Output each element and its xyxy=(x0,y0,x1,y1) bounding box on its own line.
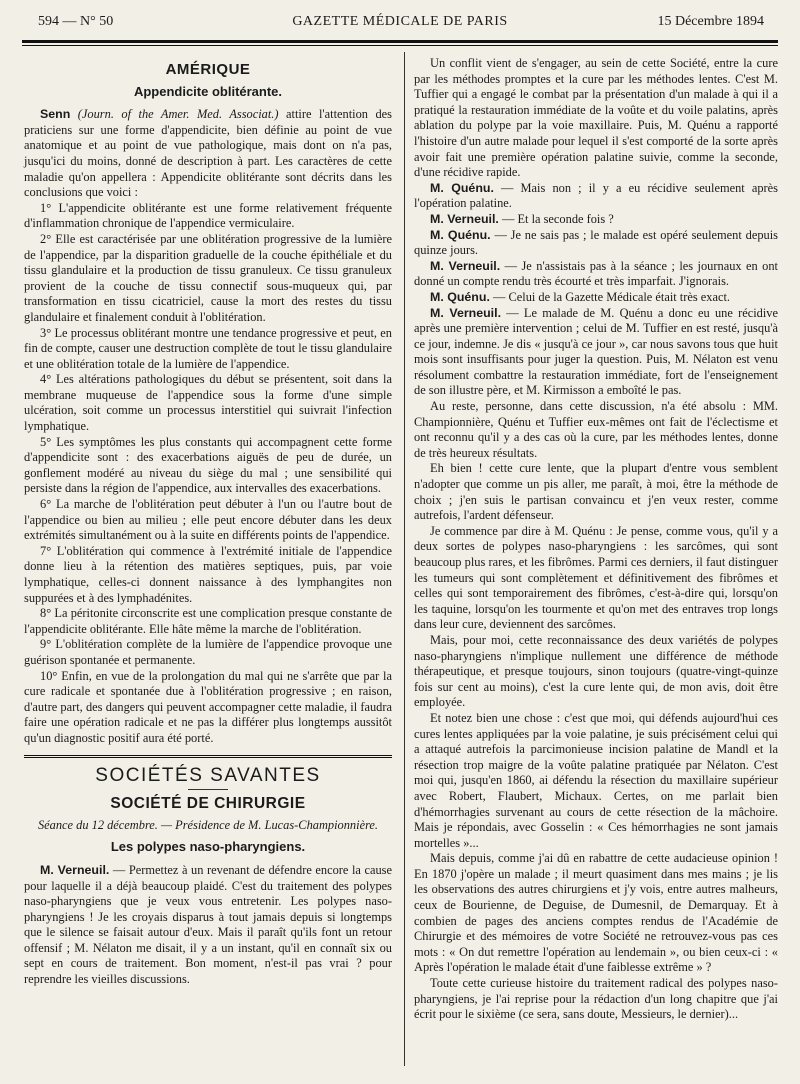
paragraph-varietes: Mais, pour moi, cette reconnaissance des deux variétés de polypes naso-pharyngiens n'implique nullement une différence de méthode thérapeutique, et presque toujours, sinon toujours (quatre-vingt-quinze fois sur cent au moins), c'est la cure lente qui, de mon avis, doit être employée. xyxy=(414,632,778,710)
journal-title: GAZETTE MÉDICALE DE PARIS xyxy=(292,14,508,29)
paragraph-sarcomes: Je commence par dire à M. Quénu : Je pense, comme vous, qu'il y a deux sortes de polypes naso-pharyngiens : les sarcômes, qui sont beaucoup plus rares, et les fibrômes. Parmi ces derniers, il faut distinguer les tumeurs qui sont complètement et définitivement des fibrômes et celles qui sont temporairement des fibrômes, c'est-à-dire qui, lorsqu'on les taquine, lorsqu'on les tourmente et qu'on met des entraves trop longs dans leur cure, deviennent des sarcômes. xyxy=(414,523,778,632)
speech-text: — Je n'assistais pas à la séance ; les journaux en ont donné un compte rendu très écourté et très imparfait. J'ignorais. xyxy=(414,258,778,289)
header-rule-thick xyxy=(22,40,778,43)
dialogue-line xyxy=(414,259,778,290)
speech-text: — Et la seconde fois ? xyxy=(501,211,614,226)
intro-text: attire l'attention des praticiens sur une forme d'appendicite, bien définie au point de vue anatomique et au point de vue pathologique, mais dont on n'a pas, jusqu'ici du moins, donné de description à part. Les caractères de cette maladie qu'on appellera : Appendicite oblitérante sont décrits dans les conclusions que voici : xyxy=(24,107,392,200)
page-number: 594 — N° 50 xyxy=(38,14,114,29)
speaker-name: M. Verneuil. xyxy=(430,305,502,320)
conclusion-7: 7° L'oblitération qui commence à l'extrémité initiale de l'appendice donne lieu à la rétention des matières septiques, puis, par voie lymphatique, celles-ci donnent naissance à des lymphangites non suppurées et à des lymphadénites. xyxy=(24,543,392,605)
speech-text: — Mais non ; il y a eu récidive seulement après l'opération palatine. xyxy=(414,180,778,211)
header-rule-thin xyxy=(22,45,778,46)
speech-text: — Je ne sais pas ; le malade est opéré seulement depuis quinze jours. xyxy=(414,227,778,258)
paragraph-histoire: Toute cette curieuse histoire du traitement radical des polypes naso-pharyngiens, je l'ai reprise pour la rédaction d'un long chapitre que j'ai écrit pour le sixième (ce sera, sans doute, Messieurs, le dernier)... xyxy=(414,976,778,1022)
section-title-amerique: AMÉRIQUE xyxy=(165,61,251,78)
dialogue-line xyxy=(414,181,778,212)
conclusion-2: 2° Elle est caractérisée par une oblitération progressive de la lumière de l'appendice, par la disparition graduelle de la couche épithéliale et du tissu glandulaire et la production de tissu granuleux. Ce tissu granuleux provient de la couche de tissu connectif sous-muqueux qui, par transformation en tissu cicatriciel, cause la mort des restes du tissu glandulaire et finalement conduit à l'oblitération. xyxy=(24,231,392,324)
conclusion-8: 8° La péritonite circonscrite est une complication presque constante de l'appendicite oblitérante. Elle hâte même la marche de l'oblitération. xyxy=(24,606,392,636)
society-title: SOCIÉTÉ DE CHIRURGIE xyxy=(110,795,306,813)
conclusion-4: 4° Les altérations pathologiques du début se présentent, soit dans la membrane muqueuse de l'appendice sous la forme d'une simple ulcération, soit comme un processus interstitiel qui suivrait l'infection lymphatique. xyxy=(24,372,392,434)
paragraph-eclectisme: Au reste, personne, dans cette discussion, n'a été absolu : MM. Championnière, Quénu et Tuffier eux-mêmes ont fait de l'éclectisme et ont reconnu qu'il y a des cas où la cure, par les méthodes lentes, donne de très heureux résultats. xyxy=(414,399,778,460)
speaker-name: M. Quénu. xyxy=(430,180,494,195)
topic-title: Les polypes naso-pharyngiens. xyxy=(110,839,306,855)
paragraph-voie-palatine: Et notez bien une chose : c'est que moi, qui défends aujourd'hui ces cures lentes appliquées par la voie palatine, je suis précisément celui qui a attaqué autrefois la parcimonieuse incision palatine de Mandl et la résection trop maigre de la voûte palatine pratiquée par Nélaton. C'est moi qui, jusqu'en 1860, ai défendu la résection du maxillaire supérieur avec Robert, Flaubert, Michaux. Certes, on me parlait bien d'hémorrhagies survenant au cours de cette résection de la mâchoire. Mais je répondais, avec Gosselin : « Ces hémorrhagies ne sont jamais mortelles »... xyxy=(414,710,778,850)
conclusion-10: 10° Enfin, en vue de la prolongation du mal qui ne s'arrête que par la cure radicale et spontanée due à l'oblitération progressive ; en raison, d'autre part, des dangers qui peuvent accompagner cette maladie, il faudra faire une opération radicale et ne pas la différer plus longtemps aussitôt qu'un diagnostic positif aura été porté. xyxy=(24,668,392,745)
title-rule xyxy=(188,789,228,790)
speech-text: — Le malade de M. Quénu a donc eu une récidive après une première intervention ; celui de M. Tuffier en est resté, jusqu'à ce jour, indemne. Je dis « jusqu'à ce jour », car nous savons tous que huit mois sont insuffisants pour juger la question. Puis, M. Nélaton est venu résolument combattre la restauration immédiate, fort de l'enseignement de son illustre père, et M. Kirmisson a emboîté le pas. xyxy=(414,305,778,398)
dialogue-line xyxy=(414,212,778,228)
speaker-name: M. Verneuil. xyxy=(430,258,501,273)
right-column xyxy=(414,56,778,1023)
conclusion-1: 1° L'appendicite oblitérante est une forme relativement fréquente d'inflammation chronique de l'appendice vermiculaire. xyxy=(24,200,392,231)
speaker-name: M. Verneuil. xyxy=(430,211,499,226)
intro-source: (Journ. of the Amer. Med. Associat.) xyxy=(77,107,279,122)
intro-paragraph xyxy=(24,107,392,201)
paragraph-cure-lente: Eh bien ! cette cure lente, que la plupart d'entre vous semblent n'adopter que comme un pis aller, me paraît, à moi, être la méthode de choix ; j'en suis le partisan convaincu et j'en veux rester, comme autrefois, l'ardent défenseur. xyxy=(414,461,778,523)
speaker-name: M. Quénu. xyxy=(430,227,491,242)
dialogue-line xyxy=(414,306,778,400)
paragraph-conflit: Un conflit vient de s'engager, au sein de cette Société, entre la cure par les méthodes promptes et la cure par les méthodes lentes. C'est M. Tuffier qui a engagé le combat par la présentation d'un malade à qui il a pratiqué la restauration immédiate de la voûte et du voile palatins, après ablation du polype par la voie maxillaire. Puis, M. Quénu a rapporté l'histoire d'un autre malade pour lequel il s'est comporté de la sorte après avoir fait une première opération palatine suivie, comme la seconde, d'une récidive rapide. xyxy=(414,56,778,180)
dialogue-line xyxy=(414,290,778,306)
session-line: Séance du 12 décembre. — Présidence de M. Lucas-Championnière. xyxy=(37,817,379,832)
page-header xyxy=(22,12,778,32)
intro-author: Senn xyxy=(40,107,71,122)
paragraph-opinion: Mais depuis, comme j'ai dû en rabattre de cette audacieuse opinion ! En 1870 j'opère un malade ; il meurt quasiment dans mes mains ; je lis les observations des autres chirurgiens et j'y vois, entre autres malheurs, ceux de Bourienne, de Deguise, de Dumesnil, de Demarquay. Et à combien de pages des anciens comptes rendus de l'Académie de Chirurgie et des mémoires de votre Société ne retrouvez-vous pas ces mots : « On dut remettre l'opération au lendemain », ou bien ceux-ci : « Après l'opération le malade était d'une faiblesse extrême » ? xyxy=(414,851,778,975)
issue-date: 15 Décembre 1894 xyxy=(657,14,764,29)
speech-text: — Celui de la Gazette Médicale était très exact. xyxy=(493,289,731,304)
article-title-appendicite: Appendicite oblitérante. xyxy=(133,83,283,99)
conclusion-5: 5° Les symptômes les plus constants qui accompagnent cette forme d'appendicite sont : des exacerbations aiguës de peu de durée, un gonflement modéré au niveau du siège du mal ; une sensibilité qui persiste dans la région de l'appendice, aux intervalles des exacerbations. xyxy=(24,434,392,496)
conclusion-3: 3° Le processus oblitérant montre une tendance progressive et peut, en fin de compte, causer une destruction complète de tout le tissu glandulaire et une oblitération totale de la lumière de l'appendice. xyxy=(24,325,392,371)
verneuil-intro xyxy=(24,863,392,988)
column-divider xyxy=(404,52,405,1066)
conclusion-6: 6° La marche de l'oblitération peut débuter à l'un ou l'autre bout de l'appendice ou bien au milieu ; elle peut encore débuter dans les deux extrémités simultanément ou à la suite en différents points de l'appendice. xyxy=(24,497,392,543)
left-column xyxy=(24,56,392,988)
dialogue-line xyxy=(414,228,778,259)
speaker-name: M. Quénu. xyxy=(430,289,490,304)
speech-text: — Permettez à un revenant de défendre encore la cause pour laquelle il a déjà beaucoup plaidé. C'est du traitement des polypes naso-pharyngiens que je veux vous entretenir. Les polypes naso-pharyngiens ! Je les croyais disparus à tout jamais depuis si longtemps que le silence se faisait autour d'eux. Mais il paraît qu'ils font un retour offensif ; M. Nélaton me disait, il y a un instant, qu'il en connaît six ou sept en cours de traitement. Bon moment, n'est-il pas vrai ? pour reprendre les vieilles discussions. xyxy=(24,862,392,987)
conclusion-9: 9° L'oblitération complète de la lumière de l'appendice provoque une guérison spontanée et permanente. xyxy=(24,637,392,667)
section-title-societes: SOCIÉTÉS SAVANTES xyxy=(95,764,321,786)
speaker-name: M. Verneuil. xyxy=(40,862,110,877)
section-separator xyxy=(24,755,392,760)
